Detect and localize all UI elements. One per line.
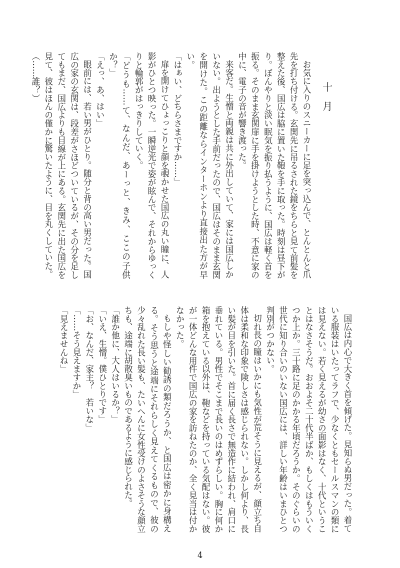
paragraph: 眼前には、若い男がひとり。随分と背の高い男だった。国広の家の玄関は、段差がさほどついているが、その分を足してもまだ、国広よりも目線が上にある。玄関先に出た国広を見て、彼はほんの僅かに驚いたように、目を丸くしていた。 bbox=[43, 52, 93, 279]
dialogue-line: 「いえ、生憎。僕ひとりです」 bbox=[97, 306, 108, 424]
paragraph: お気に入りのスニーカーに足を突っ込んで、とんとんと爪先を打ち付ける。玄関先に吊るされた鏡をちらと見て前髪を整えた後、国広は脇に置いた鞄を手に取った。時刻は昼下がり。ぼんやりと淡い眠気を振り払うように、国広は軽く首を振る。そのまま玄関扉に手を掛けようとした時、不意に家の中に、電子の音が響き渡った。 bbox=[237, 52, 312, 279]
page-number: 4 bbox=[197, 551, 203, 560]
dialogue-line: 「えっ、あ、はい」 bbox=[95, 52, 106, 128]
chapter-title: 十月 bbox=[320, 82, 331, 120]
paragraph: 扉を開けてひょっこりと顔を覗かせた国広の丸い瞳に、人影がひとつ映った。一瞬逆光で姿が眩んで、それからゆっくりと輪郭がはっきりしていく。 bbox=[134, 52, 171, 279]
dialogue-line: 「どうも……て、なんだ、あーっと、きみ、ここの子供か？」 bbox=[108, 52, 132, 279]
dialogue-line: 「……そう見えますか」 bbox=[71, 306, 82, 399]
paragraph: もしや怪しい勧誘の類だろうか、と国広は密かに身構える。そう思うと途端にそれらしく見えてくるもので、彼の少々乱れた長い髪も、たいへんに女性受けのよさそうな顔立ちも、途端に胡散臭いものであるように感じられた。 bbox=[123, 306, 173, 533]
lower-text-block bbox=[40, 306, 354, 533]
paragraph: 来客だ。生憎と両親は共に外出していて、家には国広しかいない。出ようとした手前だったので、国広はそのまま玄関を開けた。この距離ならインターホンより直接出た方が早い。 bbox=[185, 52, 235, 279]
dialogue-line: 「見えませんね」 bbox=[59, 306, 70, 374]
upper-text-block bbox=[30, 52, 313, 279]
dialogue-line: 「お、なんだ、家主？ 若いな」 bbox=[84, 306, 95, 432]
paragraph: 国広は内心で大きく首を傾げた。見知らぬ男だった。着ている服装はいたってラフで、少なくともセールスマンの類には見えない。若く見えるが幼さの面影はなく、十代ということはなさそうだ。おおよそ二十代半ばか、もしくはもういくつか上か。三十路に足のかかる年頃だろうか。そのぐらいの世代に知り合いのいない国広には、詳しい年齢はいまひとつ判別がつかない。 bbox=[265, 306, 353, 533]
paragraph: 切れ長の瞳はいかにも気性が荒そうに見えるが、顔立ち自体は柔和な印象で険しさは感じられない。しかし何より、長い髪が目を引いた。首に届く長さで無造作に結われ、肩口に垂れている。男性でそこまで長いのはめずらしい。胸に何か箱を抱えている以外は、鞄などを持っている気配はない。彼が一体どんな用件で国広の家を訪ねたのか、全く見当は付かなかった。 bbox=[175, 306, 263, 533]
inner-thought-line: （……誰？） bbox=[30, 52, 41, 103]
dialogue-line: 「誰か他に、大人はいるか？」 bbox=[110, 306, 121, 424]
dialogue-line: 「はぁい、どちらさまですか……」 bbox=[172, 52, 183, 187]
